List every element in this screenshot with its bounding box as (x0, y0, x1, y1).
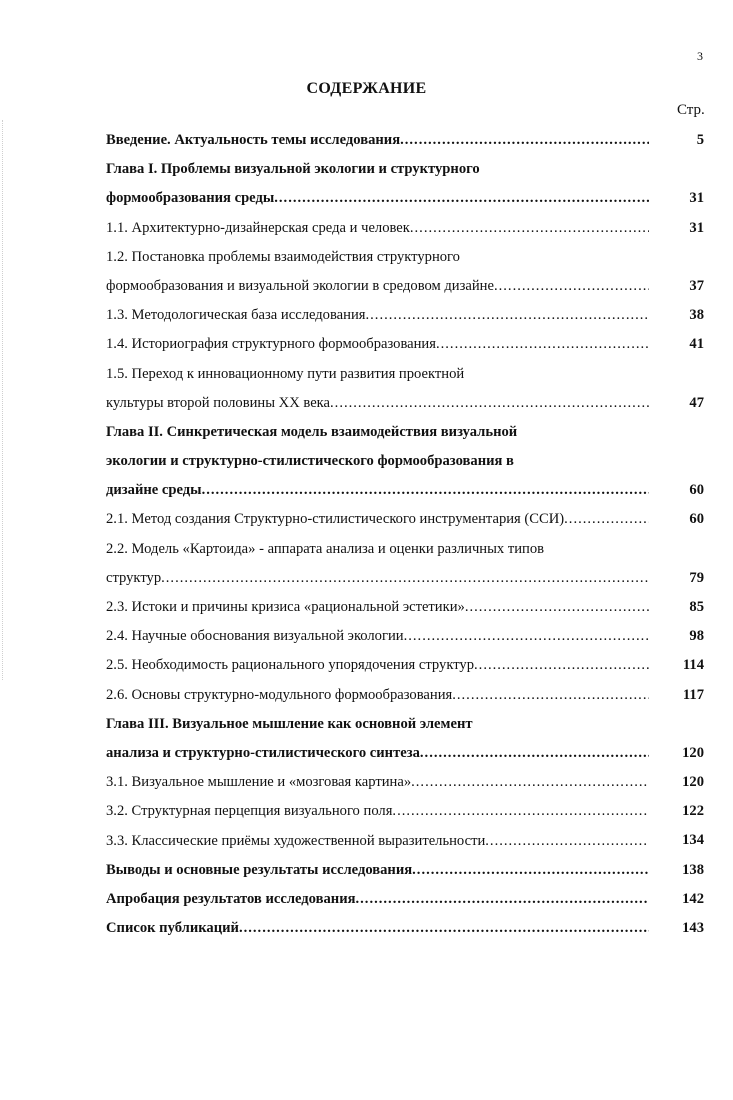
dot-leader (410, 214, 649, 243)
toc-entry-text: 1.3. Методологическая база исследования (106, 307, 366, 324)
toc-entry (106, 505, 716, 534)
toc-entry-page: 122 (682, 803, 704, 820)
toc-entry-page: 142 (682, 890, 704, 907)
toc-entry-page: 134 (682, 832, 704, 849)
toc-entry-page: 38 (689, 307, 704, 324)
toc-entry-page: 114 (682, 657, 704, 674)
toc-entry (106, 797, 716, 826)
toc-entry-line (106, 535, 716, 564)
toc-entry-page: 143 (682, 920, 704, 937)
dot-leader (202, 476, 649, 505)
toc-entry-text: Апробация результатов исследования (106, 890, 356, 907)
toc-entry-page: 31 (689, 219, 704, 236)
toc-entry-text: 1.5. Переход к инновационному пути развития проектной (106, 365, 465, 382)
toc-entry-last-line (106, 622, 649, 651)
toc-entry-page: 138 (682, 861, 704, 878)
toc-entry-last-line (106, 126, 649, 155)
dot-leader (161, 564, 649, 593)
toc-entry (106, 330, 716, 359)
toc-entry-last-line (106, 739, 649, 768)
toc-entry (106, 593, 716, 622)
toc-entry-text: Список публикаций (106, 920, 239, 937)
toc-title: СОДЕРЖАНИЕ (306, 80, 427, 97)
dot-leader (330, 389, 649, 418)
toc-entry (106, 681, 716, 710)
toc-entry-line (106, 243, 716, 272)
toc-entry-text: 2.2. Модель «Картоида» - аппарата анализа и оценки различных типов (106, 540, 545, 557)
toc-entry-last-line (106, 797, 649, 826)
toc-entry (106, 856, 716, 885)
toc-entry-text: 2.5. Необходимость рационального упорядочения структур (106, 657, 475, 674)
toc-entry-text: Глава II. Синкретическая модель взаимодействия визуальной (106, 423, 518, 440)
dot-leader (564, 505, 649, 534)
toc-entry-text: культуры второй половины XX века (106, 394, 331, 411)
dot-leader (274, 184, 649, 213)
toc-entry-page: 41 (689, 336, 704, 353)
dot-leader (404, 622, 649, 651)
toc-entry-text: Глава I. Проблемы визуальной экологии и структурного (106, 161, 480, 178)
toc-entry (106, 535, 716, 593)
toc-entry-text: 3.2. Структурная перцепция визуального поля (106, 803, 393, 820)
table-of-contents (106, 126, 716, 943)
toc-entry-page: 60 (689, 511, 704, 528)
dot-leader (485, 827, 649, 856)
toc-entry-text: Глава III. Визуальное мышление как основной элемент (106, 715, 473, 732)
toc-entry-text: Введение. Актуальность темы исследования (106, 132, 401, 148)
toc-entry-line (106, 710, 716, 739)
toc-entry-page: 98 (689, 628, 704, 645)
page-column-label: Стр. (677, 102, 705, 118)
toc-entry-text: 2.6. Основы структурно-модульного формообразования (106, 686, 453, 703)
toc-entry-text: 2.4. Научные обоснования визуальной экологии (106, 628, 404, 645)
toc-entry-last-line (106, 272, 649, 301)
toc-entry-page: 60 (689, 482, 704, 499)
toc-entry-last-line (106, 885, 649, 914)
dot-leader (420, 739, 649, 768)
toc-entry-text: 1.2. Постановка проблемы взаимодействия структурного (106, 248, 460, 265)
toc-entry-page: 5 (696, 131, 704, 148)
toc-entry-last-line (106, 564, 649, 593)
toc-entry-last-line (106, 856, 649, 885)
toc-entry (106, 768, 716, 797)
toc-entry (106, 710, 716, 768)
dot-leader (436, 330, 649, 359)
toc-entry-text: 2.3. Истоки и причины кризиса «рациональной эстетики» (106, 599, 465, 615)
toc-entry (106, 827, 716, 856)
toc-entry-last-line (106, 651, 649, 680)
toc-entry (106, 622, 716, 651)
toc-entry (106, 418, 716, 506)
toc-entry-last-line (106, 914, 649, 943)
toc-entry (106, 126, 716, 155)
dot-leader (465, 593, 649, 622)
toc-entry-last-line (106, 184, 649, 213)
toc-entry-page: 79 (689, 569, 704, 586)
toc-entry (106, 885, 716, 914)
dot-leader (474, 651, 649, 680)
toc-entry (106, 301, 716, 330)
toc-entry (106, 243, 716, 301)
toc-entry-last-line (106, 476, 649, 505)
toc-entry-last-line (106, 768, 649, 797)
toc-entry-page: 37 (689, 277, 704, 294)
toc-entry-last-line (106, 214, 649, 243)
toc-entry-line (106, 447, 716, 476)
toc-entry-text: 3.3. Классические приёмы художественной выразительности (106, 832, 486, 849)
toc-entry (106, 914, 716, 943)
toc-entry-text: дизайне среды (106, 482, 202, 499)
dot-leader (412, 856, 649, 885)
toc-entry-page: 31 (689, 190, 704, 207)
toc-entry-text: анализа и структурно-стилистического синтеза (106, 744, 420, 761)
toc-entry-line (106, 418, 716, 447)
dot-leader (411, 768, 649, 797)
toc-entry-last-line (106, 301, 649, 330)
page-number: 3 (697, 49, 703, 63)
dot-leader (494, 272, 649, 301)
toc-entry-text: формообразования и визуальной экологии в средовом дизайне (106, 277, 494, 294)
dot-leader (239, 914, 649, 943)
toc-entry-last-line (106, 389, 649, 418)
toc-entry (106, 651, 716, 680)
toc-entry-text: формообразования среды (106, 190, 275, 207)
toc-entry-line (106, 155, 716, 184)
scan-edge-artifact (2, 120, 5, 680)
toc-entry-last-line (106, 681, 649, 710)
toc-entry-page: 85 (689, 598, 704, 615)
dot-leader (452, 681, 649, 710)
toc-entry-last-line (106, 505, 649, 534)
toc-entry-text: структур (106, 569, 162, 586)
toc-entry-text: 2.1. Метод создания Структурно-стилистического инструментария (ССИ) (106, 511, 565, 528)
dot-leader (356, 885, 650, 914)
dot-leader (366, 301, 650, 330)
dot-leader (400, 126, 649, 155)
dot-leader (392, 797, 649, 826)
toc-entry-last-line (106, 827, 649, 856)
toc-entry-page: 47 (689, 394, 704, 411)
toc-entry (106, 360, 716, 418)
toc-entry-text: экологии и структурно-стилистического формообразования в (106, 453, 514, 470)
toc-entry-line (106, 360, 716, 389)
toc-entry-text: 1.1. Архитектурно-дизайнерская среда и человек (106, 219, 410, 236)
toc-entry-text: 1.4. Историография структурного формообразования (106, 336, 436, 353)
toc-entry-last-line (106, 593, 649, 622)
toc-entry-text: Выводы и основные результаты исследования (106, 861, 413, 878)
toc-entry-page: 120 (682, 774, 704, 791)
toc-entry-page: 117 (682, 686, 704, 703)
toc-entry-text: 3.1. Визуальное мышление и «мозговая картина» (106, 774, 412, 791)
toc-entry-page: 120 (682, 744, 704, 761)
toc-entry (106, 214, 716, 243)
toc-entry-last-line (106, 330, 649, 359)
toc-entry (106, 155, 716, 213)
